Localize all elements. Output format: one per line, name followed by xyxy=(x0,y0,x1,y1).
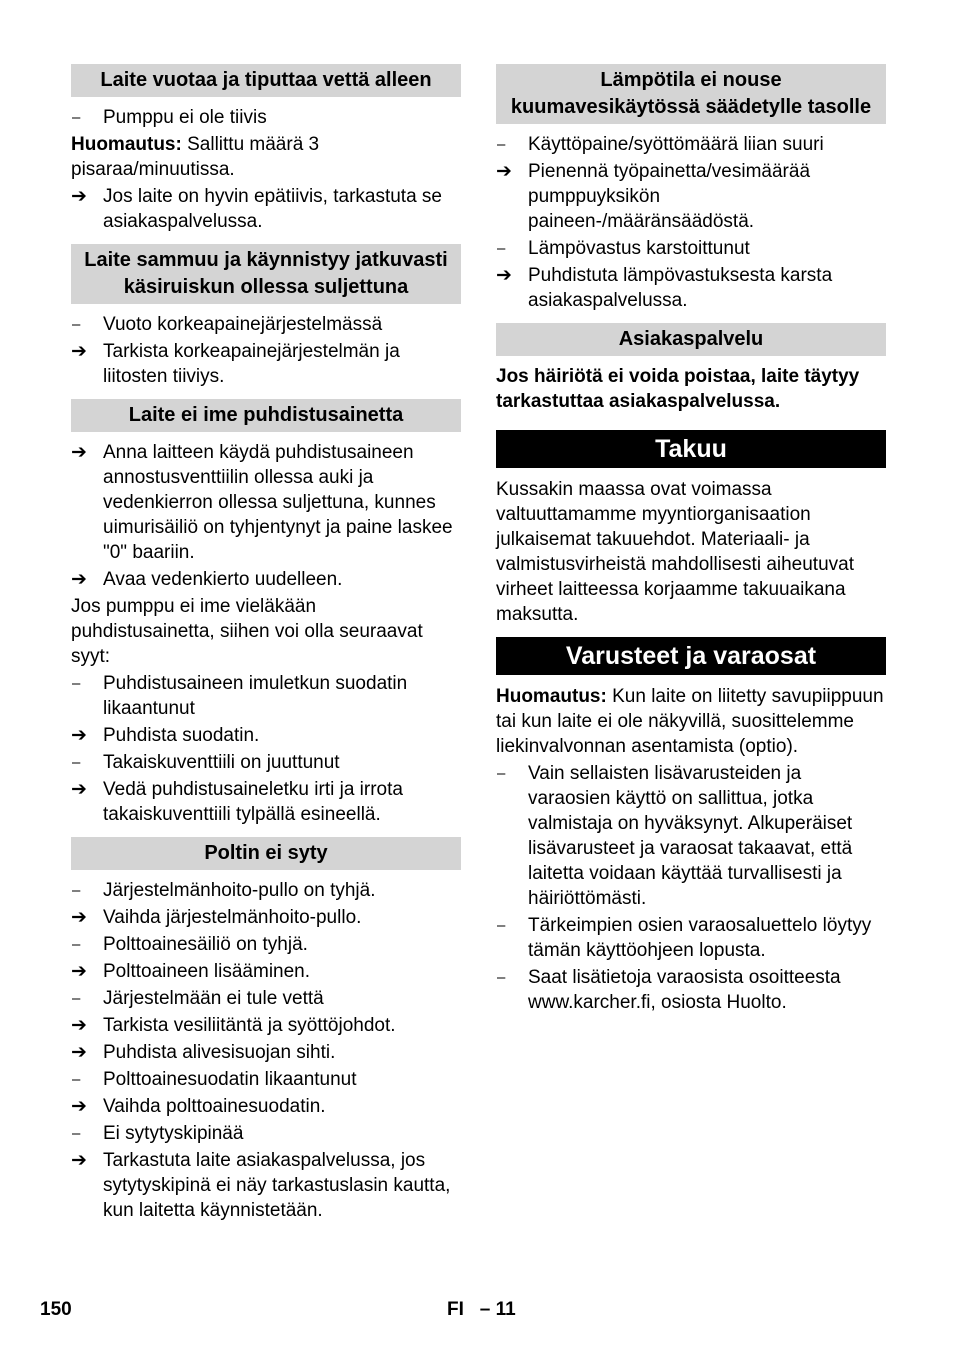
section-heading: Laite vuotaa ja tiputtaa vettä alleen xyxy=(71,64,461,97)
arrow-icon: ➔ xyxy=(71,1150,87,1171)
dash-bullet: – xyxy=(72,882,81,899)
remedy-item xyxy=(71,339,461,389)
remedy-item xyxy=(71,1148,461,1223)
item-text: Käyttöpaine/syöttömäärä liian suuri xyxy=(528,134,824,155)
item-text: Vuoto korkeapainejärjestelmässä xyxy=(103,314,383,335)
arrow-icon: ➔ xyxy=(71,1096,87,1117)
dash-bullet: – xyxy=(72,936,81,953)
section-heading: Lämpötila ei nouse kuumavesikäytössä säädetylle tasolle xyxy=(496,64,886,124)
cause-item xyxy=(71,312,461,337)
dash-bullet: – xyxy=(72,1071,81,1088)
page-number: 150 xyxy=(40,1299,72,1320)
cause-item xyxy=(496,913,886,963)
section-gap xyxy=(496,315,886,323)
cause-item xyxy=(496,132,886,157)
item-text: Polttoainesäiliö on tyhjä. xyxy=(103,934,308,955)
note-label: Huomautus: xyxy=(71,134,182,155)
dash-bullet: – xyxy=(497,136,506,153)
dash-bullet: – xyxy=(497,765,506,782)
arrow-icon: ➔ xyxy=(71,569,87,590)
item-text: Polttoaineen lisääminen. xyxy=(103,961,311,982)
section-heading: Laite ei ime puhdistusainetta xyxy=(71,399,461,432)
note-text: Kun laite on liitetty savupiippuun tai kun laite ei ole näkyvillä, suosittelemme liekinvalvonnan asentamista (optio). xyxy=(496,686,884,757)
chapter-heading: Varusteet ja varaosat xyxy=(496,637,886,675)
dash-bullet: – xyxy=(72,754,81,771)
arrow-icon: ➔ xyxy=(71,186,87,207)
item-text: Tärkeimpien osien varaosaluettelo löytyy tämän käyttöohjeen lopusta. xyxy=(528,915,872,961)
dash-bullet: – xyxy=(72,316,81,333)
dash-bullet: – xyxy=(497,969,506,986)
item-text: Pienennä työpainetta/vesimäärää pumppuyksikön paineen-/määränsäädöstä. xyxy=(528,161,811,232)
item-text: Jos laite on hyvin epätiivis, tarkastuta se asiakaspalvelussa. xyxy=(103,186,443,232)
dash-bullet: – xyxy=(497,240,506,257)
item-text: Järjestelmänhoito-pullo on tyhjä. xyxy=(103,880,376,901)
section-gap xyxy=(71,236,461,244)
cause-item xyxy=(496,761,886,911)
remedy-item xyxy=(496,263,886,313)
remedy-item xyxy=(71,905,461,930)
section-gap xyxy=(71,391,461,399)
remedy-item xyxy=(71,1013,461,1038)
item-text: Polttoainesuodatin likaantunut xyxy=(103,1069,357,1090)
cause-item xyxy=(71,105,461,130)
dash-bullet: – xyxy=(72,1125,81,1142)
item-text: Takaiskuventtiili on juuttunut xyxy=(103,752,340,773)
section-gap xyxy=(71,829,461,837)
cause-item xyxy=(71,750,461,775)
cause-item xyxy=(71,1121,461,1146)
item-text: Puhdista alivesisuojan sihti. xyxy=(103,1042,336,1063)
item-text: Järjestelmään ei tule vettä xyxy=(103,988,324,1009)
remedy-item xyxy=(71,777,461,827)
arrow-icon: ➔ xyxy=(71,341,87,362)
remedy-item xyxy=(71,1040,461,1065)
item-text: Pumppu ei ole tiivis xyxy=(103,107,267,128)
cause-item xyxy=(71,1067,461,1092)
note-paragraph xyxy=(496,684,886,759)
arrow-icon: ➔ xyxy=(71,1015,87,1036)
item-text: Ei sytytyskipinää xyxy=(103,1123,244,1144)
item-text: Puhdistusaineen imuletkun suodatin likaantunut xyxy=(103,673,408,719)
item-text: Puhdistuta lämpövastuksesta karsta asiakaspalvelussa. xyxy=(528,265,833,311)
item-text: Saat lisätietoja varaosista osoitteesta www.karcher.fi, osiosta Huolto. xyxy=(528,967,841,1013)
note-text: Sallittu määrä 3 pisaraa/minuutissa. xyxy=(71,134,320,180)
note-paragraph xyxy=(71,132,461,182)
item-text: Vedä puhdistusaineletku irti ja irrota takaiskuventtiili tylpällä esineellä. xyxy=(103,779,403,825)
arrow-icon: ➔ xyxy=(71,1042,87,1063)
body-paragraph: Jos pumppu ei ime vieläkään puhdistusainetta, siihen voi olla seuraavat syyt: xyxy=(71,596,423,667)
remedy-item xyxy=(71,184,461,234)
arrow-icon: ➔ xyxy=(71,961,87,982)
left-column xyxy=(71,64,461,1225)
remedy-item xyxy=(71,959,461,984)
remedy-item xyxy=(71,723,461,748)
item-text: Vaihda järjestelmänhoito-pullo. xyxy=(103,907,362,928)
item-text: Vain sellaisten lisävarusteiden ja varaosien käyttö on sallittua, jotka valmistaja on hyväksynyt. Alkuperäiset lisävarusteet ja varaosat takaavat, että laitetta voidaan käyttää turvallisesti ja häiriöttömästi. xyxy=(528,763,853,909)
remedy-item xyxy=(71,440,461,565)
cause-item xyxy=(496,236,886,261)
body-paragraph: Kussakin maassa ovat voimassa valtuuttamamme myyntiorganisaation julkaisemat takuuehdot. Materiaali- ja valmistusvirheistä mahdollisesti aiheutuvat virheet laitteessa korjaamme takuuaikana maksutta. xyxy=(496,479,854,625)
section-gap xyxy=(496,629,886,637)
cause-item xyxy=(71,932,461,957)
item-text: Tarkista korkeapainejärjestelmän ja liitosten tiiviys. xyxy=(103,341,400,387)
section-heading: Poltin ei syty xyxy=(71,837,461,870)
item-text: Lämpövastus karstoittunut xyxy=(528,238,750,259)
section-heading: Asiakaspalvelu xyxy=(496,323,886,356)
item-text: Anna laitteen käydä puhdistusaineen annostusventtiilin ollessa auki ja vedenkierron ollessa suljettuna, kunnes uimurisäiliö on tyhjentynyt ja paine laskee "0" baariin. xyxy=(103,442,453,563)
remedy-item xyxy=(496,159,886,234)
arrow-icon: ➔ xyxy=(71,442,87,463)
dash-bullet: – xyxy=(72,675,81,692)
item-text: Vaihda polttoainesuodatin. xyxy=(103,1096,326,1117)
cause-item xyxy=(71,986,461,1011)
arrow-icon: ➔ xyxy=(496,161,512,182)
item-text: Tarkastuta laite asiakaspalvelussa, jos sytytyskipinä ei näy tarkastuslasin kautta, kun laitetta käynnistetään. xyxy=(103,1150,451,1221)
remedy-item xyxy=(71,1094,461,1119)
dash-bullet: – xyxy=(72,990,81,1007)
chapter-heading: Takuu xyxy=(496,430,886,468)
language-page-label: FI – 11 xyxy=(447,1299,516,1320)
dash-bullet: – xyxy=(72,109,81,126)
cause-item xyxy=(71,878,461,903)
arrow-icon: ➔ xyxy=(496,265,512,286)
remedy-item xyxy=(71,567,461,592)
item-text: Puhdista suodatin. xyxy=(103,725,260,746)
right-column xyxy=(496,64,886,1017)
bold-paragraph: Jos häiriötä ei voida poistaa, laite täytyy tarkastuttaa asiakaspalvelussa. xyxy=(496,366,860,412)
item-text: Avaa vedenkierto uudelleen. xyxy=(103,569,343,590)
section-gap xyxy=(496,422,886,430)
dash-bullet: – xyxy=(497,917,506,934)
note-label: Huomautus: xyxy=(496,686,607,707)
arrow-icon: ➔ xyxy=(71,779,87,800)
cause-item xyxy=(71,671,461,721)
item-text: Tarkista vesiliitäntä ja syöttöjohdot. xyxy=(103,1015,396,1036)
arrow-icon: ➔ xyxy=(71,725,87,746)
section-heading: Laite sammuu ja käynnistyy jatkuvasti käsiruiskun ollessa suljettuna xyxy=(71,244,461,304)
cause-item xyxy=(496,965,886,1015)
arrow-icon: ➔ xyxy=(71,907,87,928)
